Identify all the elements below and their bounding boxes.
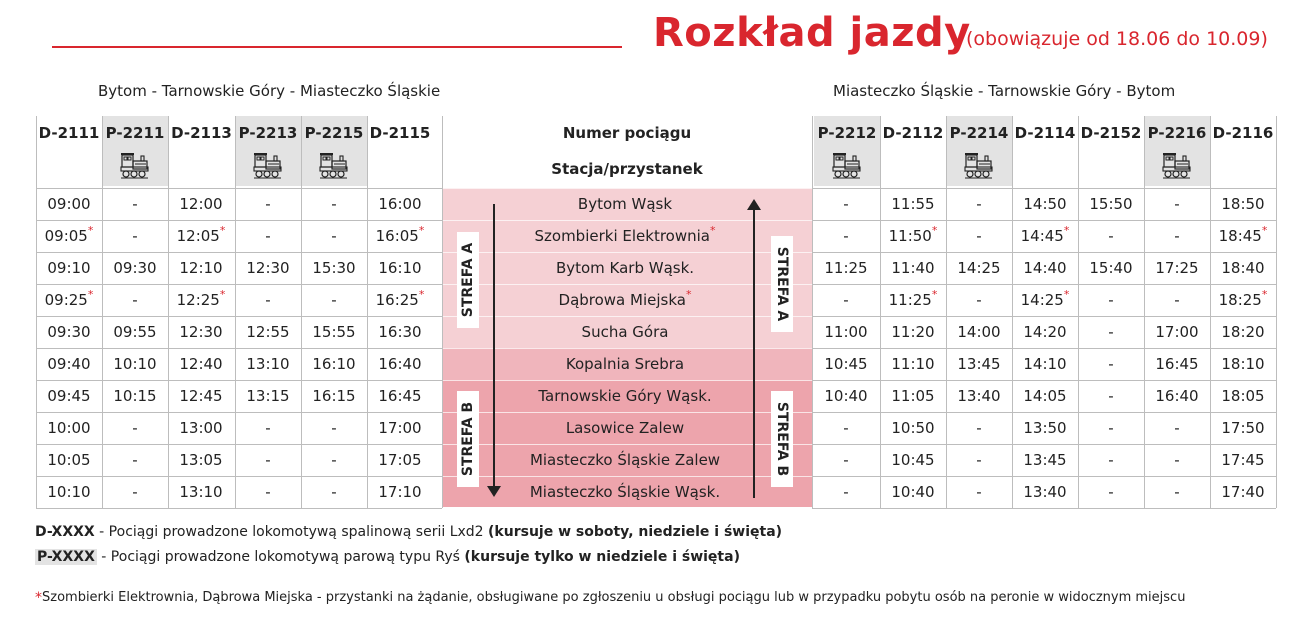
departure-time: - xyxy=(976,195,982,213)
departure-time: 16:40 xyxy=(1155,387,1199,405)
departure-time: 11:40 xyxy=(891,259,935,277)
departure-time: - xyxy=(265,419,271,437)
departure-time: 11:10 xyxy=(891,355,935,373)
departure-time: - xyxy=(1108,355,1114,373)
departure-time: - xyxy=(265,227,271,245)
departure-time: - xyxy=(843,419,849,437)
departure-time: - xyxy=(265,195,271,213)
route-right-label: Miasteczko Śląskie - Tarnowskie Góry - Bytom xyxy=(833,82,1176,100)
departure-time: 13:45 xyxy=(1023,451,1067,469)
train-number: P-2212 xyxy=(817,124,877,142)
departure-time: 11:25* xyxy=(888,288,938,309)
station-name: Kopalnia Srebra xyxy=(565,355,685,373)
zone-a-label-left: STREFA A xyxy=(457,232,479,328)
departure-time: - xyxy=(843,451,849,469)
station-label: Stacja/przystanek xyxy=(551,160,703,178)
departure-time: 10:40 xyxy=(891,483,935,501)
departure-time: 18:50 xyxy=(1221,195,1265,213)
departure-time: 13:40 xyxy=(1023,483,1067,501)
zone-b-label-left: STREFA B xyxy=(457,391,479,487)
departure-time: 10:05 xyxy=(47,451,91,469)
departure-time: - xyxy=(132,419,138,437)
departure-time: 15:55 xyxy=(312,323,356,341)
departure-time: 18:25* xyxy=(1218,288,1268,309)
departure-time: - xyxy=(843,483,849,501)
legend-diesel: D-XXXX - Pociągi prowadzone lokomotywą spalinową serii Lxd2 (kursuje w soboty, niedziele i święta) xyxy=(35,524,783,540)
departure-time: 11:00 xyxy=(824,323,868,341)
departure-time: - xyxy=(976,419,982,437)
steam-locomotive-icon xyxy=(1162,152,1192,180)
departure-time: 18:20 xyxy=(1221,323,1265,341)
departure-time: - xyxy=(331,195,337,213)
departure-time: - xyxy=(976,227,982,245)
departure-time: 18:05 xyxy=(1221,387,1265,405)
departure-time: 13:10 xyxy=(246,355,290,373)
departure-time: 13:05 xyxy=(179,451,223,469)
departure-time: 09:25* xyxy=(44,288,94,309)
grid-line xyxy=(36,508,442,509)
departure-time: - xyxy=(1108,387,1114,405)
departure-time: 17:50 xyxy=(1221,419,1265,437)
departure-time: 11:05 xyxy=(891,387,935,405)
departure-time: 16:10 xyxy=(378,259,422,277)
departure-time: - xyxy=(1108,227,1114,245)
departure-time: - xyxy=(265,483,271,501)
departure-time: 12:00 xyxy=(179,195,223,213)
departure-time: - xyxy=(331,451,337,469)
departure-time: 13:45 xyxy=(957,355,1001,373)
departure-time: - xyxy=(1108,483,1114,501)
departure-time: 12:30 xyxy=(246,259,290,277)
steam-locomotive-icon xyxy=(319,152,349,180)
departure-time: 14:40 xyxy=(1023,259,1067,277)
departure-time: 10:10 xyxy=(113,355,157,373)
train-number: D-2114 xyxy=(1014,124,1076,142)
departure-time: - xyxy=(1174,195,1180,213)
departure-time: - xyxy=(265,291,271,309)
departure-time: 11:20 xyxy=(891,323,935,341)
departure-time: 14:10 xyxy=(1023,355,1067,373)
train-number: P-2216 xyxy=(1147,124,1207,142)
departure-time: 16:45 xyxy=(1155,355,1199,373)
route-left-label: Bytom - Tarnowskie Góry - Miasteczko Śląskie xyxy=(98,82,441,100)
departure-time: 14:25* xyxy=(1020,288,1070,309)
departure-time: 12:40 xyxy=(179,355,223,373)
departure-time: - xyxy=(132,195,138,213)
departure-time: 13:50 xyxy=(1023,419,1067,437)
train-number: P-2214 xyxy=(949,124,1009,142)
departure-time: 17:25 xyxy=(1155,259,1199,277)
departure-time: 09:30 xyxy=(47,323,91,341)
departure-time: 10:50 xyxy=(891,419,935,437)
departure-time: - xyxy=(1174,227,1180,245)
departure-time: 11:50* xyxy=(888,224,938,245)
departure-time: 10:15 xyxy=(113,387,157,405)
train-number: P-2211 xyxy=(105,124,165,142)
train-number: D-2116 xyxy=(1212,124,1274,142)
departure-time: - xyxy=(265,451,271,469)
departure-time: - xyxy=(976,483,982,501)
departure-time: - xyxy=(132,451,138,469)
departure-time: 12:30 xyxy=(179,323,223,341)
steam-locomotive-icon xyxy=(832,152,862,180)
departure-time: 10:00 xyxy=(47,419,91,437)
departure-time: - xyxy=(132,483,138,501)
departure-time: - xyxy=(331,419,337,437)
departure-time: 09:45 xyxy=(47,387,91,405)
zone-b-label-right: STREFA B xyxy=(771,391,793,487)
departure-time: - xyxy=(1174,419,1180,437)
grid-line xyxy=(442,508,812,509)
departure-time: 16:05* xyxy=(375,224,425,245)
departure-time: 09:30 xyxy=(113,259,157,277)
train-number-label: Numer pociągu xyxy=(562,124,692,142)
departure-time: 16:45 xyxy=(378,387,422,405)
station-name: Szombierki Elektrownia* xyxy=(534,224,716,245)
departure-time: 18:45* xyxy=(1218,224,1268,245)
departure-time: 13:15 xyxy=(246,387,290,405)
station-name: Sucha Góra xyxy=(581,323,669,341)
departure-time: 09:10 xyxy=(47,259,91,277)
train-number: P-2215 xyxy=(304,124,364,142)
station-name: Bytom Karb Wąsk. xyxy=(555,259,695,277)
departure-time: 10:10 xyxy=(47,483,91,501)
departure-time: - xyxy=(1174,451,1180,469)
station-name: Dąbrowa Miejska* xyxy=(558,288,692,309)
departure-time: 16:15 xyxy=(312,387,356,405)
legend-steam: P-XXXX - Pociągi prowadzone lokomotywą parową typu Ryś (kursuje tylko w niedziele i święta) xyxy=(37,549,740,565)
departure-time: 17:45 xyxy=(1221,451,1265,469)
departure-time: - xyxy=(331,227,337,245)
departure-time: 12:25* xyxy=(176,288,226,309)
departure-time: 14:00 xyxy=(957,323,1001,341)
departure-time: 13:00 xyxy=(179,419,223,437)
departure-time: 11:55 xyxy=(891,195,935,213)
departure-time: - xyxy=(843,195,849,213)
down-arrow-shaft xyxy=(493,204,495,490)
train-number: D-2115 xyxy=(369,124,431,142)
departure-time: - xyxy=(843,227,849,245)
departure-time: 10:40 xyxy=(824,387,868,405)
train-number: D-2152 xyxy=(1080,124,1142,142)
train-number: D-2111 xyxy=(38,124,100,142)
steam-locomotive-icon xyxy=(120,152,150,180)
departure-time: - xyxy=(132,291,138,309)
departure-time: - xyxy=(976,291,982,309)
grid-line xyxy=(1276,116,1277,508)
departure-time: 14:45* xyxy=(1020,224,1070,245)
departure-time: 09:00 xyxy=(47,195,91,213)
steam-locomotive-icon xyxy=(253,152,283,180)
departure-time: - xyxy=(1108,323,1114,341)
departure-time: 12:10 xyxy=(179,259,223,277)
departure-time: 16:10 xyxy=(312,355,356,373)
departure-time: - xyxy=(1108,451,1114,469)
departure-time: 17:00 xyxy=(378,419,422,437)
departure-time: 17:40 xyxy=(1221,483,1265,501)
departure-time: 15:50 xyxy=(1089,195,1133,213)
departure-time: - xyxy=(843,291,849,309)
departure-time: - xyxy=(331,291,337,309)
departure-time: 12:05* xyxy=(176,224,226,245)
departure-time: 15:30 xyxy=(312,259,356,277)
footnote: *Szombierki Elektrownia, Dąbrowa Miejska - przystanki na żądanie, obsługiwane po zgłoszeniu u obsługi pociągu lub w przypadku pobytu osób na peronie w widocznym miejscu xyxy=(35,590,1186,606)
departure-time: 14:20 xyxy=(1023,323,1067,341)
departure-time: 09:55 xyxy=(113,323,157,341)
departure-time: 11:25 xyxy=(824,259,868,277)
departure-time: 12:55 xyxy=(246,323,290,341)
departure-time: 17:05 xyxy=(378,451,422,469)
departure-time: 16:00 xyxy=(378,195,422,213)
station-name: Miasteczko Śląskie Zalew xyxy=(529,451,721,469)
train-number: P-2213 xyxy=(238,124,298,142)
departure-time: 09:05* xyxy=(44,224,94,245)
page-title: Rozkład jazdy xyxy=(653,10,971,56)
departure-time: - xyxy=(132,227,138,245)
departure-time: 16:30 xyxy=(378,323,422,341)
departure-time: 10:45 xyxy=(824,355,868,373)
station-name: Bytom Wąsk xyxy=(577,195,673,213)
departure-time: 16:40 xyxy=(378,355,422,373)
departure-time: 18:10 xyxy=(1221,355,1265,373)
train-number: D-2112 xyxy=(882,124,944,142)
station-name: Lasowice Zalew xyxy=(565,419,685,437)
departure-time: 12:45 xyxy=(179,387,223,405)
up-arrow-shaft xyxy=(753,208,755,498)
departure-time: - xyxy=(976,451,982,469)
departure-time: 14:05 xyxy=(1023,387,1067,405)
validity-period: (obowiązuje od 18.06 do 10.09) xyxy=(966,28,1268,50)
zone-a-label-right: STREFA A xyxy=(771,236,793,332)
departure-time: 14:50 xyxy=(1023,195,1067,213)
departure-time: 09:40 xyxy=(47,355,91,373)
departure-time: - xyxy=(1108,419,1114,437)
arrow-up-icon xyxy=(746,199,762,211)
grid-line xyxy=(442,116,443,508)
departure-time: 13:10 xyxy=(179,483,223,501)
departure-time: 13:40 xyxy=(957,387,1001,405)
departure-time: 17:00 xyxy=(1155,323,1199,341)
arrow-down-icon xyxy=(486,486,502,498)
departure-time: 16:25* xyxy=(375,288,425,309)
title-rule xyxy=(52,46,622,48)
train-number: D-2113 xyxy=(171,124,232,142)
station-name: Tarnowskie Góry Wąsk. xyxy=(538,387,712,405)
steam-locomotive-icon xyxy=(964,152,994,180)
station-name: Miasteczko Śląskie Wąsk. xyxy=(529,483,721,501)
departure-time: - xyxy=(1174,291,1180,309)
departure-time: 14:25 xyxy=(957,259,1001,277)
grid-line xyxy=(812,508,1276,509)
departure-time: - xyxy=(331,483,337,501)
departure-time: 17:10 xyxy=(378,483,422,501)
departure-time: 15:40 xyxy=(1089,259,1133,277)
departure-time: 10:45 xyxy=(891,451,935,469)
departure-time: 18:40 xyxy=(1221,259,1265,277)
departure-time: - xyxy=(1108,291,1114,309)
departure-time: - xyxy=(1174,483,1180,501)
